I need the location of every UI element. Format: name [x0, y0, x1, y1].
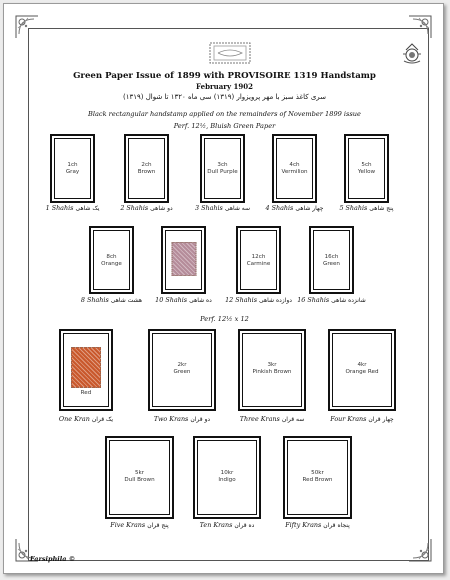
stamp-caption [319, 204, 414, 212]
stamp-value: 3ch [217, 162, 228, 168]
stamp-caption-persian: دو قران [190, 416, 211, 423]
stamp-value: 5kr [134, 470, 145, 476]
stamp-space [344, 134, 389, 203]
stamp-color: Vermilion [281, 169, 308, 175]
stamp-caption-english: Fifty Krans [285, 521, 322, 529]
stamp-color: Dull Brown [124, 477, 155, 483]
stamp-caption-english: 2 Shahis [120, 204, 149, 212]
stamp-color: Indigo [218, 477, 236, 483]
stamp-caption-english: 4 Shahis [265, 204, 294, 212]
stamp-image [71, 347, 101, 388]
stamp-space [272, 134, 317, 203]
stamp-value: 8ch [106, 254, 117, 260]
stamp-caption-persian: سه شاهی [224, 205, 250, 212]
provisoire-handstamp-icon [209, 42, 251, 64]
stamp-caption-persian: ده قران [234, 522, 255, 529]
stamp-space [59, 329, 113, 411]
stamp-caption-persian: پنج قران [147, 522, 169, 529]
perforation-note-1: Perf. 12½, Bluish Green Paper [173, 122, 276, 130]
stamp-value: 50kr [311, 470, 324, 476]
stamp-caption-english: 16 Shahis [297, 296, 330, 304]
stamp-caption-english: 3 Shahis [194, 204, 223, 212]
stamp-value: 1ch [67, 162, 78, 168]
stamp-space [105, 436, 174, 519]
stamp-space [161, 226, 206, 294]
stamp-image [171, 242, 196, 276]
stamp-space [50, 134, 95, 203]
stamp-value: 3kr [267, 362, 277, 368]
stamp-color: Red Brown [302, 477, 333, 483]
album-page [3, 3, 444, 574]
stamp-caption-english: 8 Shahis [80, 296, 109, 304]
stamp-color: Brown [137, 169, 156, 175]
stamp-space [148, 329, 216, 411]
stamp-caption-persian: چهار شاهی [295, 205, 324, 212]
stamp-color: Red [80, 390, 92, 396]
stamp-caption [258, 521, 377, 529]
stamp-value: 2kr [177, 362, 187, 368]
stamp-color: Green [323, 261, 340, 267]
stamp-caption-persian: هشت شاهی [110, 297, 143, 304]
stamp-space [328, 329, 396, 411]
stamp-caption [303, 415, 421, 423]
stamp-caption-english: Ten Krans [199, 521, 233, 529]
stamp-color: Yellow [357, 169, 376, 175]
stamp-value: 4kr [357, 362, 367, 368]
corner-ornament-icon [407, 14, 433, 40]
stamp-value: 4ch [289, 162, 300, 168]
stamp-caption-persian: پنجاه قران [323, 522, 350, 529]
stamp-color: Carmine [246, 261, 271, 267]
stamp-caption-persian: سه قران [281, 416, 305, 423]
stamp-caption-persian: پنج شاهی [369, 205, 394, 212]
stamp-caption-english: One Kran [58, 415, 90, 423]
corner-ornament-icon [14, 14, 40, 40]
stamp-caption-english: Five Krans [110, 521, 146, 529]
lion-and-sun-crest-icon [400, 42, 424, 66]
stamp-caption-persian: ده شاهی [189, 297, 212, 304]
stamp-caption [284, 296, 379, 304]
stamp-caption-persian: چهار قران [368, 416, 394, 423]
stamp-caption-english: Three Krans [239, 415, 280, 423]
stamp-space [124, 134, 169, 203]
publisher-mark: Farsiphila © [30, 555, 76, 563]
stamp-color: Dull Purple [207, 169, 238, 175]
stamp-caption-english: 5 Shahis [339, 204, 368, 212]
stamp-color: Orange [101, 261, 122, 267]
stamp-caption-english: Two Krans [153, 415, 189, 423]
stamp-color: Orange Red [345, 369, 379, 375]
page-title: Green Paper Issue of 1899 with PROVISOIRE 1319 Handstamp [73, 71, 376, 81]
stamp-color: Pinkish Brown [252, 369, 292, 375]
stamp-space [309, 226, 354, 294]
page-subtitle: February 1902 [196, 82, 253, 91]
stamp-value: 16ch [324, 254, 339, 260]
stamp-caption-english: 12 Shahis [225, 296, 258, 304]
stamp-value: 12ch [251, 254, 266, 260]
stamp-caption-persian: یک قران [91, 416, 114, 423]
stamp-space [193, 436, 261, 519]
stamp-space [238, 329, 306, 411]
stamp-space [236, 226, 281, 294]
stamp-color: Green [173, 369, 191, 375]
persian-title: سری کاغذ سبز با مهر پرویزوار (۱۳۱۹) سی ماه ۱۳۲۰ تا شوال (۱۳۱۹) [122, 93, 327, 101]
stamp-caption-english: 1 Shahis [45, 204, 74, 212]
stamp-space [283, 436, 352, 519]
stamp-color: Gray [65, 169, 80, 175]
stamp-value: 10kr [220, 470, 234, 476]
stamp-caption-persian: شانزده شاهی [331, 297, 366, 304]
stamp-value: 5ch [361, 162, 372, 168]
issue-description: Black rectangular handstamp applied on the remainders of November 1899 issue [88, 110, 361, 118]
stamp-caption-persian: دوازده شاهی [259, 297, 292, 304]
stamp-caption-english: 10 Shahis [155, 296, 188, 304]
perforation-note-2: Perf. 12½ x 12 [200, 315, 249, 323]
corner-ornament-icon [407, 537, 433, 563]
stamp-value: 2ch [141, 162, 152, 168]
stamp-caption-persian: یک شاهی [75, 205, 100, 212]
stamp-space [200, 134, 245, 203]
stamp-space [89, 226, 134, 294]
stamp-caption-persian: دو شاهی [150, 205, 173, 212]
stamp-caption-english: Four Krans [330, 415, 367, 423]
